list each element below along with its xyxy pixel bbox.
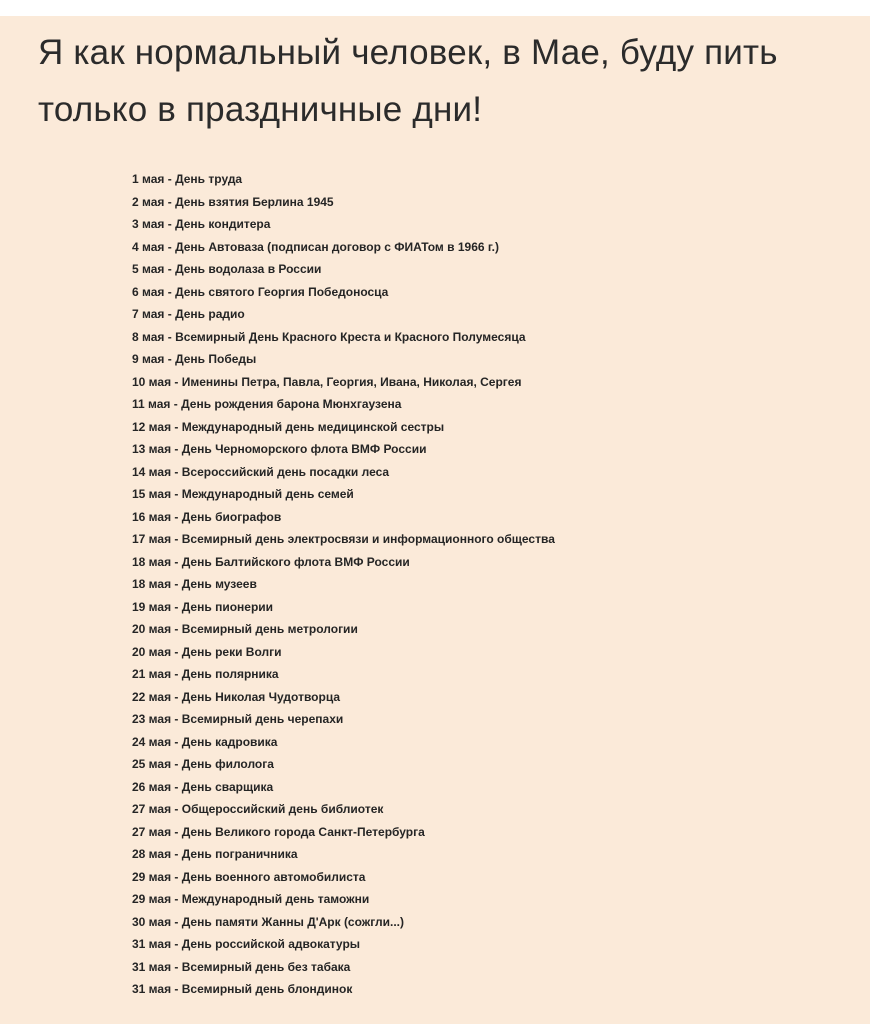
holiday-item: 18 мая - День Балтийского флота ВМФ России bbox=[132, 554, 410, 569]
holiday-item: 7 мая - День радио bbox=[132, 307, 245, 321]
holiday-item: 11 мая - День рождения барона Мюнхгаузена bbox=[132, 397, 402, 411]
holiday-item: 2 мая - День взятия Берлина 1945 bbox=[132, 194, 334, 209]
holiday-item: 1 мая - День труда bbox=[132, 172, 243, 186]
holiday-item: 12 мая - Международный день медицинской сестры bbox=[132, 419, 445, 434]
holiday-item: 8 мая - Всемирный День Красного Креста и Красного Полумесяца bbox=[132, 329, 526, 344]
holiday-item: 29 мая - День военного автомобилиста bbox=[132, 869, 366, 884]
holiday-item: 6 мая - День святого Георгия Победоносца bbox=[132, 284, 389, 299]
holiday-item: 31 мая - Всемирный день без табака bbox=[132, 959, 351, 974]
holiday-item: 21 мая - День полярника bbox=[132, 667, 279, 681]
holiday-item: 17 мая - Всемирный день электросвязи и информационного общества bbox=[132, 532, 555, 546]
holiday-item: 29 мая - Международный день таможни bbox=[132, 892, 370, 906]
holiday-item: 20 мая - Всемирный день метрологии bbox=[132, 622, 358, 636]
holiday-item: 25 мая - День филолога bbox=[132, 757, 274, 771]
holiday-item: 31 мая - Всемирный день блондинок bbox=[132, 982, 353, 996]
holiday-item: 27 мая - День Великого города Санкт-Петербурга bbox=[132, 824, 425, 839]
holiday-item: 13 мая - День Черноморского флота ВМФ России bbox=[132, 442, 427, 456]
holiday-item: 26 мая - День сварщика bbox=[132, 779, 274, 794]
holiday-item: 28 мая - День пограничника bbox=[132, 847, 298, 861]
holiday-item: 19 мая - День пионерии bbox=[132, 599, 274, 614]
holiday-item: 23 мая - Всемирный день черепахи bbox=[132, 712, 344, 726]
holiday-item: 9 мая - День Победы bbox=[132, 352, 257, 366]
holiday-item: 3 мая - День кондитера bbox=[132, 217, 271, 231]
holiday-item: 14 мая - Всероссийский день посадки леса bbox=[132, 464, 390, 479]
holiday-item: 16 мая - День биографов bbox=[132, 509, 282, 524]
holiday-item: 18 мая - День музеев bbox=[132, 577, 257, 591]
holiday-item: 22 мая - День Николая Чудотворца bbox=[132, 689, 341, 704]
holiday-item: 24 мая - День кадровика bbox=[132, 734, 278, 749]
holiday-item: 15 мая - Международный день семей bbox=[132, 487, 354, 501]
holiday-item: 30 мая - День памяти Жанны Д'Арк (сожгли...) bbox=[132, 914, 404, 929]
holiday-item: 4 мая - День Автоваза (подписан договор с ФИАТом в 1966 г.) bbox=[132, 239, 500, 254]
holiday-item: 20 мая - День реки Волги bbox=[132, 644, 282, 659]
meme-card bbox=[0, 16, 870, 1024]
holiday-item: 27 мая - Общероссийский день библиотек bbox=[132, 802, 384, 816]
holiday-item: 5 мая - День водолаза в России bbox=[132, 262, 322, 276]
holiday-item: 31 мая - День российской адвокатуры bbox=[132, 937, 361, 951]
holiday-item: 10 мая - Именины Петра, Павла, Георгия, Ивана, Николая, Сергея bbox=[132, 374, 522, 389]
meme-title: Я как нормальный человек, в Мае, буду пить только в праздничные дни! bbox=[38, 33, 778, 129]
holiday-list bbox=[132, 168, 772, 1001]
